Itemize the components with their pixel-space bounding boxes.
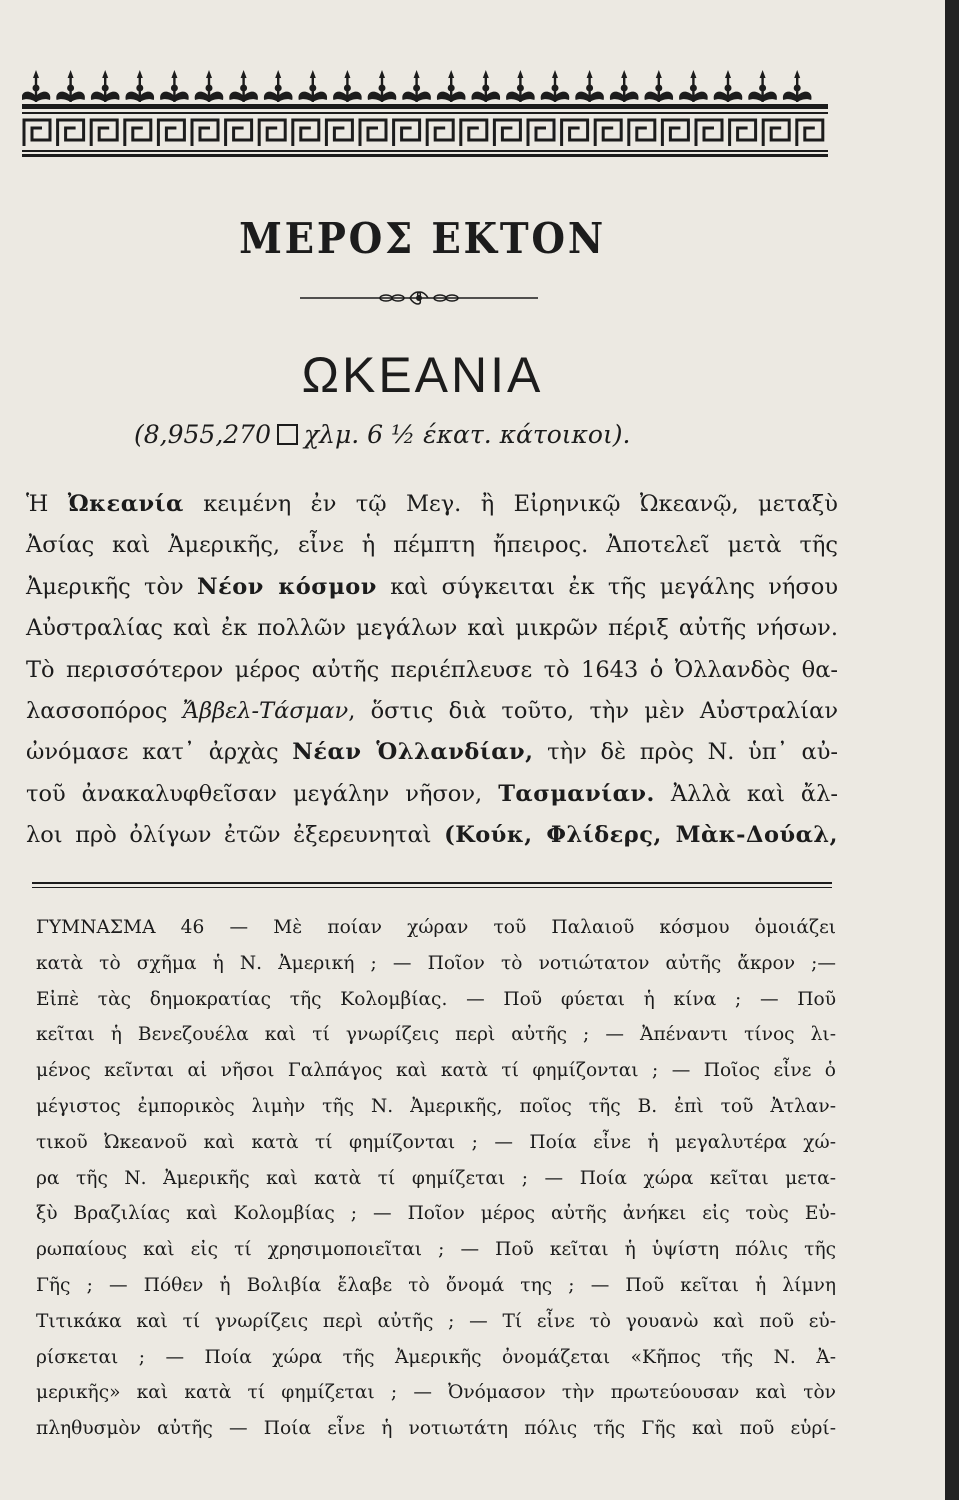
exercise-line: Γῆς ; — Πόθεν ἡ Βολιβία ἔλαβε τὸ ὄνομά της ; — Ποῦ κεῖται ἡ λίμνη	[36, 1274, 836, 1296]
exercise-line: κατὰ τὸ σχῆμα ἡ Ν. Ἀμερική ; — Ποῖον τὸ νοτιώτατον αὐτῆς ἄκρον ;—	[36, 952, 836, 974]
text-line	[26, 691, 838, 732]
bold-term: (Κούκ, Φλίδερς, Μὰκ-Δούαλ,	[444, 822, 838, 849]
text-line	[26, 608, 838, 649]
exercise-line: ρωπαίους καὶ εἰς τί χρησιμοποιεῖται ; — Ποῦ κεῖται ἡ ὑψίστη πόλις τῆς	[36, 1239, 836, 1261]
page-edge-shadow	[945, 0, 959, 1500]
exercise-paragraph	[36, 910, 836, 1447]
exercise-line: κεῖται ἡ Βενεζουέλα καὶ τί γνωρίζεις περὶ αὐτῆς ; — Ἀπέναντι τίνος λι-	[36, 1024, 836, 1046]
bold-term: Νέαν Ὁλλανδίαν,	[292, 739, 534, 766]
bold-term: Νέον κόσμον	[197, 573, 377, 600]
greek-key-ornament-icon	[22, 62, 828, 158]
stats-area: (8,955,270	[134, 420, 271, 449]
text-run: Ἡ	[26, 491, 68, 517]
stats-population: χλμ. 6 ½ έκατ. κάτοικοι).	[304, 420, 631, 449]
text-line	[26, 815, 838, 856]
text-line	[26, 732, 838, 773]
text-run: ὠνόμασε κατ᾽ ἀρχὰς	[26, 739, 293, 766]
exercise-line: ρίσκεται ; — Ποία χώρα τῆς Ἀμερικῆς ὀνομάζεται «Κῆπος τῆς Ν. Ἀ-	[36, 1346, 836, 1368]
square-icon	[277, 424, 298, 445]
section-divider	[32, 882, 832, 884]
text-run: κειμένη ἐν τῷ Μεγ. ἢ Εἰρηνικῷ Ὠκεανῷ, μεταξὺ	[183, 491, 838, 517]
exercise-line: μένος κεῖνται αἱ νῆσοι Γαλπάγος καὶ κατὰ τί φημίζονται ; — Ποῖος εἶνε ὁ	[36, 1060, 836, 1082]
exercise-line: τικοῦ Ὠκεανοῦ καὶ κατὰ τί φημίζονται ; — Ποία εἶνε ἡ μεγαλυτέρα χώ-	[36, 1131, 836, 1153]
text-run: λασσοπόρος	[26, 698, 183, 725]
text-line	[26, 484, 838, 525]
text-line	[26, 650, 838, 691]
exercise-line: Εἰπὲ τὰς δημοκρατίας τῆς Κολομβίας. — Ποῦ φύεται ἡ κίνα ; — Ποῦ	[36, 988, 836, 1010]
text-run: τὴν δὲ πρὸς Ν. ὑπ᾽ αὐ-	[533, 739, 838, 766]
text-run: Αὐστραλίας καὶ ἐκ πολλῶν μεγάλων καὶ μικρῶν πέριξ αὐτῆς νήσων.	[26, 615, 838, 642]
exercise-line: ξὺ Βραζιλίας καὶ Κολομβίας ; — Ποῖον μέρος αὐτῆς ἀνήκει εἰς τοὺς Εὐ-	[36, 1203, 836, 1225]
exercise-line: Τιτικάκα καὶ τί γνωρίζεις περὶ αὐτῆς ; — Τί εἶνε τὸ γουανὼ καὶ ποῦ εὑ-	[36, 1310, 836, 1332]
text-run: καὶ σύγκειται ἐκ τῆς μεγάλης νήσου	[376, 573, 838, 600]
exercise-line: ΓΥΜΝΑΣΜΑ 46 — Μὲ ποίαν χώραν τοῦ Παλαιοῦ κόσμου ὁμοιάζει	[36, 917, 836, 938]
text-run: Τὸ περισσότερον μέρος αὐτῆς περιέπλευσε τὸ 1643 ὁ Ὀλλανδὸς θα-	[26, 656, 838, 683]
region-title: ΩΚΕΑΝΙΑ	[301, 347, 544, 403]
text-run: , ὅστις διὰ τοῦτο, τὴν μὲν Αὐστραλίαν	[348, 698, 838, 725]
main-paragraph	[26, 484, 838, 857]
part-title: ΜΕΡΟΣ ΕΚΤΟΝ	[239, 214, 606, 263]
text-line	[26, 567, 838, 608]
exercise-line: ρα τῆς Ν. Ἀμερικῆς καὶ κατὰ τί φημίζεται ; — Ποία χώρα κεῖται μετα-	[36, 1167, 836, 1189]
exercise-line: πληθυσμὸν αὐτῆς — Ποία εἶνε ἡ νοτιωτάτη πόλις τῆς Γῆς καὶ ποῦ εὑρί-	[36, 1418, 836, 1440]
text-run: Ἀσίας καὶ Ἀμερικῆς, εἶνε ἡ πέμπτη ἤπειρος. Ἀποτελεῖ μετὰ τῆς	[26, 532, 838, 559]
exercise-line: μερικῆς» καὶ κατὰ τί φημίζεται ; — Ὀνόμασον τὴν πρωτεύουσαν καὶ τὸν	[36, 1382, 836, 1404]
text-run: Ἀλλὰ καὶ ἄλ-	[654, 780, 838, 807]
text-run: λοι πρὸ ὀλίγων ἐτῶν ἐξερευνηταὶ	[26, 822, 445, 849]
flourish-icon	[300, 288, 538, 308]
italic-name: Ἄββελ-Τάσμαν	[182, 698, 349, 725]
text-run: τοῦ ἀνακαλυφθεῖσαν μεγάλην νῆσον,	[26, 780, 499, 807]
section-divider-thin	[32, 887, 832, 888]
bold-term: Ὠκεανία	[67, 491, 184, 517]
area-population-stats	[134, 420, 631, 449]
bold-term: Τασμανίαν.	[498, 780, 655, 807]
exercise-line: μέγιστος ἐμπορικὸς λιμὴν τῆς Ν. Ἀμερικῆς, ποῖος τῆς Β. ἐπὶ τοῦ Ἀτλαν-	[36, 1095, 836, 1117]
text-run: Ἀμερικῆς τὸν	[26, 573, 198, 600]
text-line	[26, 774, 838, 815]
text-line	[26, 525, 838, 566]
